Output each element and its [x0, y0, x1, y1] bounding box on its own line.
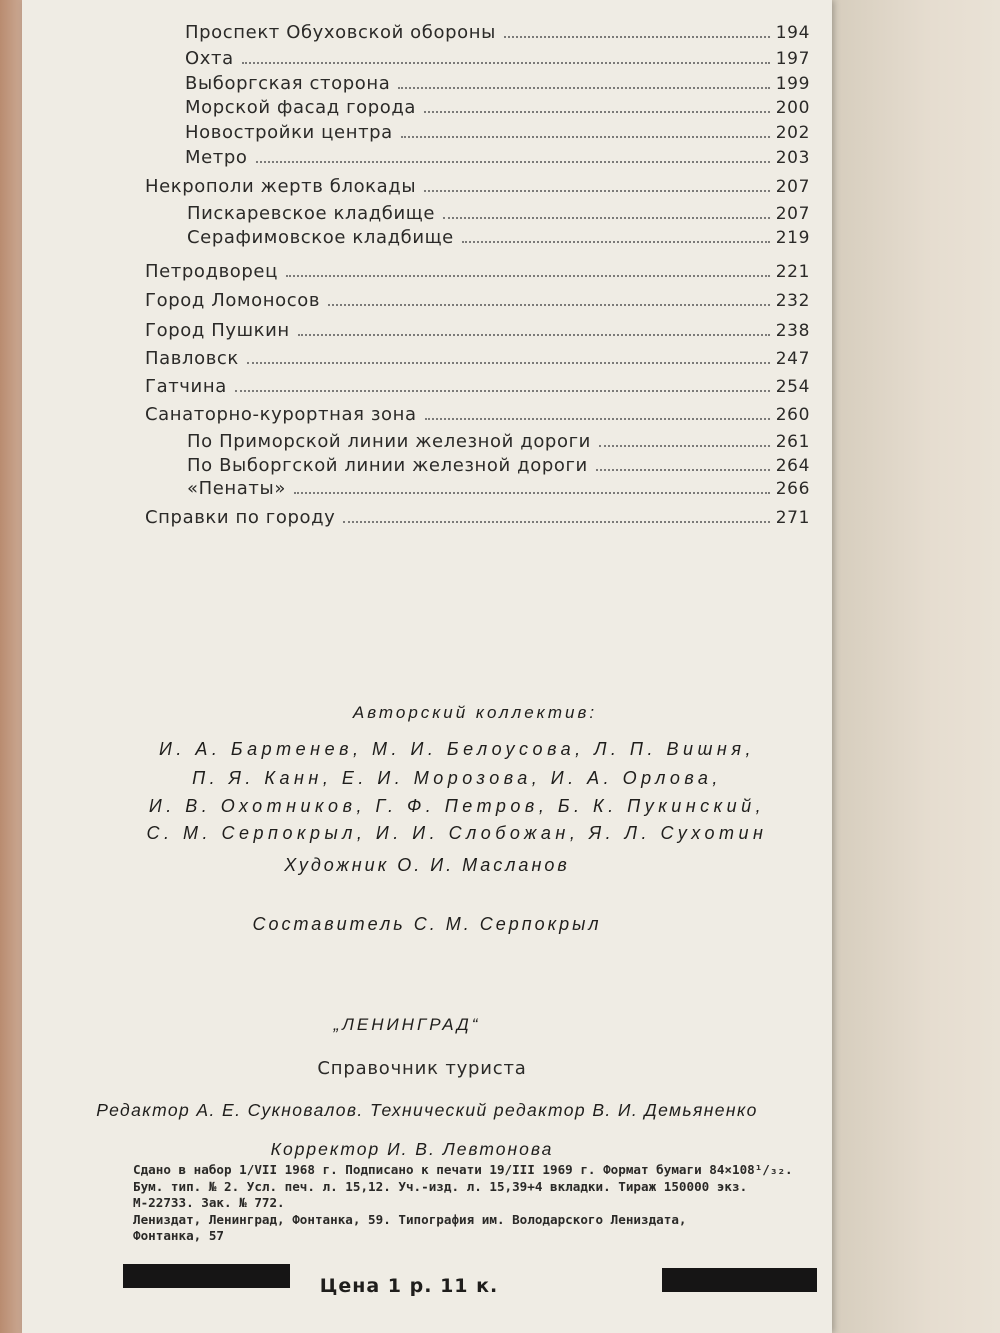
toc-entry-title: Павловск — [145, 348, 239, 369]
toc-entry-page: 202 — [775, 123, 810, 143]
toc-entry — [187, 203, 810, 224]
toc-entry — [187, 431, 810, 452]
toc-entry-title: Морской фасад города — [185, 97, 417, 118]
toc-entry-page: 199 — [775, 74, 810, 94]
authors-line: С. М. Серпокрыл, И. И. Слобожан, Я. Л. Сухотин — [146, 823, 768, 843]
toc-entry — [185, 97, 810, 118]
toc-entry-page: 207 — [775, 177, 810, 197]
artist-credit: Художник О. И. Масланов — [284, 855, 570, 875]
toc-entry — [185, 73, 810, 94]
toc-entry — [185, 147, 810, 168]
toc-entry-title: Петродворец — [145, 261, 278, 282]
toc-entry-page: 271 — [775, 508, 810, 528]
toc-entry-page: 221 — [775, 262, 810, 282]
toc-entry-title: Серафимовское кладбище — [187, 227, 454, 248]
toc-entry — [145, 348, 810, 369]
book-title: „ЛЕНИНГРАД“ — [333, 1015, 481, 1034]
toc-entry-page: 266 — [775, 479, 810, 499]
toc-entry — [185, 22, 810, 43]
toc-entry-title: Выборгская сторона — [185, 73, 391, 94]
toc-entry-title: Справки по городу — [145, 507, 336, 528]
imprint-line: Лениздат, Ленинград, Фонтанка, 59. Типография им. Володарского Лениздата, — [133, 1211, 687, 1227]
toc-entry-title: Город Пушкин — [145, 320, 290, 341]
toc-entry — [145, 176, 810, 197]
toc-entry-page: 197 — [775, 49, 810, 69]
toc-entry — [145, 376, 810, 397]
toc-entry — [145, 261, 810, 282]
toc-entry-page: 207 — [775, 204, 810, 224]
toc-entry — [145, 290, 810, 311]
toc-entry-page: 247 — [775, 349, 810, 369]
toc-entry-title: Новостройки центра — [185, 122, 393, 143]
background-right — [832, 0, 1000, 1333]
authors-line: И. В. Охотников, Г. Ф. Петров, Б. К. Пукинский, — [148, 796, 766, 816]
collective-heading: Авторский коллектив: — [352, 703, 598, 722]
toc-entry-page: 238 — [775, 321, 810, 341]
toc-entry-page: 254 — [775, 377, 810, 397]
toc-entry-title: По Приморской линии железной дороги — [187, 431, 591, 452]
toc-entry — [187, 227, 810, 248]
imprint-block — [133, 1162, 833, 1245]
toc-entry-page: 194 — [775, 23, 810, 43]
toc-entry-page: 260 — [775, 405, 810, 425]
toc-entry-title: Проспект Обуховской обороны — [185, 22, 496, 43]
toc-entry — [185, 48, 810, 69]
imprint-line: Сдано в набор 1/VII 1968 г. Подписано к печати 19/III 1969 г. Формат бумаги 84×108¹/₃₂. — [133, 1162, 793, 1177]
toc-entry-title: Пискаревское кладбище — [187, 203, 435, 224]
toc-entry — [145, 507, 810, 528]
toc-entry-title: Город Ломоносов — [145, 290, 321, 311]
imprint-line: М-22733. Зак. № 772. — [133, 1195, 285, 1210]
toc-entry — [185, 122, 810, 143]
imprint-line: Бум. тип. № 2. Усл. печ. л. 15,12. Уч.-изд. л. 15,39+4 вкладки. Тираж 150000 экз. — [133, 1178, 748, 1194]
toc-entry — [145, 404, 810, 425]
corrector-credit: Корректор И. В. Левтонова — [270, 1139, 554, 1159]
price-stamp-bar-right — [662, 1268, 817, 1292]
price-label: Цена 1 р. 11 к. — [319, 1275, 499, 1297]
toc-entry-page: 219 — [775, 228, 810, 248]
book-subtitle: Справочник туриста — [317, 1058, 527, 1079]
toc-entry-title: Некрополи жертв блокады — [145, 176, 417, 197]
toc-entry-page: 261 — [775, 432, 810, 452]
toc-entry-title: По Выборгской линии железной дороги — [187, 455, 588, 476]
toc-entry — [187, 455, 810, 476]
toc-entry — [145, 320, 810, 341]
editors-credit: Редактор А. Е. Сукновалов. Технический редактор В. И. Демьяненко — [96, 1100, 758, 1120]
toc-entry-title: Гатчина — [145, 376, 227, 397]
book-page — [22, 0, 832, 1333]
imprint-line: Фонтанка, 57 — [133, 1228, 224, 1243]
toc-entry-title: Охта — [185, 48, 234, 69]
authors-line: П. Я. Канн, Е. И. Морозова, И. А. Орлова, — [192, 768, 722, 788]
toc-entry-title: Санаторно-курортная зона — [145, 404, 417, 425]
compiler-credit: Составитель С. М. Серпокрыл — [252, 914, 602, 934]
toc-entry-title: «Пенаты» — [187, 478, 286, 499]
toc-entry-page: 200 — [775, 98, 810, 118]
toc-entry — [187, 478, 810, 499]
toc-entry-page: 203 — [775, 148, 810, 168]
authors-line: И. А. Бартенев, М. И. Белоусова, Л. П. Вишня, — [159, 739, 755, 759]
toc-entry-page: 232 — [775, 291, 810, 311]
toc-entry-title: Метро — [185, 147, 248, 168]
toc-entry-page: 264 — [775, 456, 810, 476]
